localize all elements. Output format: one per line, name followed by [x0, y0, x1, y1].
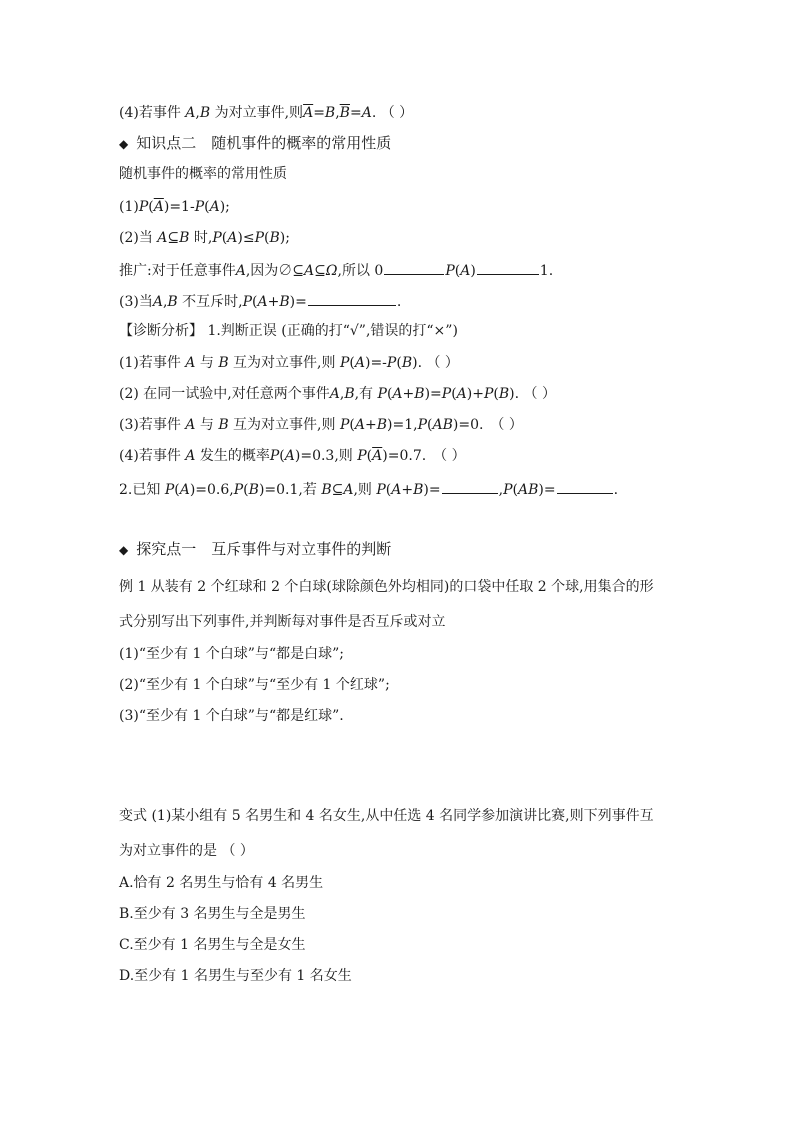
example-1-line1: 例 1 从装有 2 个红球和 2 个白球(球除颜色外均相同)的口袋中任取 2 个球,用集合的形: [119, 579, 654, 595]
corollary: 推广:对于任意事件A,因为∅⊆A⊆Ω,所以 0 P(A) 1.: [119, 260, 553, 280]
diagnostic-heading: 【诊断分析】 1.判断正误 (正确的打“√”,错误的打“×”): [119, 323, 458, 339]
option-b: B.至少有 3 名男生与全是男生: [119, 906, 306, 922]
subtitle: 随机事件的概率的常用性质: [119, 166, 287, 182]
example-1-line2: 式分别写出下列事件,并判断每对事件是否互斥或对立: [119, 614, 446, 630]
statement-4: (4)若事件 A,B 为对立事件,则$\overline{A}=B,\overline{B}=A$. （ ）: [119, 105, 414, 121]
property-1: $(1)P(\overline{A})=1-P(A)$;: [119, 199, 230, 215]
example-1-sub1: (1)“至少有 1 个白球”与“都是白球”;: [119, 646, 344, 662]
diagnostic-q1: (1)若事件 A 与 B 互为对立事件,则 P(A)=-P(B). （ ）: [119, 355, 459, 371]
blank-field[interactable]: [477, 260, 539, 275]
variant-line1: 变式 (1)某小组有 5 名男生和 4 名女生,从中任选 4 名同学参加演讲比赛,则下列事件互: [119, 808, 654, 824]
property-3: (3)当A,B 不互斥时,P(A+B)= .: [119, 291, 401, 311]
diagnostic-q4: (4)若事件 A 发生的概率P(A)=0.3,则 $P(\overline{A})=0.7$. （ ）: [119, 448, 466, 464]
option-c: C.至少有 1 名男生与全是女生: [119, 937, 306, 953]
diamond-bullet-icon: ◆: [119, 137, 129, 151]
diagnostic-q3: (3)若事件 A 与 B 互为对立事件,则 P(A+B)=1,P(AB)=0. （ ）: [119, 417, 523, 433]
option-a: A.恰有 2 名男生与恰有 4 名男生: [119, 875, 324, 891]
property-2: (2)当 A⊆B 时,P(A)≤P(B);: [119, 230, 290, 246]
diagnostic-q5: 2.已知 P(A)=0.6,P(B)=0.1,若 B⊆A,则 P(A+B)= ,P(AB)= .: [119, 479, 618, 499]
example-1-sub2: (2)“至少有 1 个白球”与“至少有 1 个红球”;: [119, 677, 390, 693]
blank-field[interactable]: [442, 479, 498, 494]
blank-field[interactable]: [557, 479, 613, 494]
option-d: D.至少有 1 名男生与至少有 1 名女生: [119, 968, 352, 984]
section-heading-explore-1: ◆ 探究点一 互斥事件与对立事件的判断: [119, 540, 392, 558]
diamond-bullet-icon: ◆: [119, 543, 129, 557]
section-heading-knowledge-2: ◆ 知识点二 随机事件的概率的常用性质: [119, 134, 392, 152]
example-1-sub3: (3)“至少有 1 个白球”与“都是红球”.: [119, 708, 344, 724]
diagnostic-q2: (2) 在同一试验中,对任意两个事件A,B,有 P(A+B)=P(A)+P(B). （ ）: [119, 386, 556, 402]
blank-field[interactable]: [384, 260, 444, 275]
blank-field[interactable]: [308, 291, 396, 306]
variant-line2: 为对立事件的是 （ ）: [119, 843, 254, 859]
